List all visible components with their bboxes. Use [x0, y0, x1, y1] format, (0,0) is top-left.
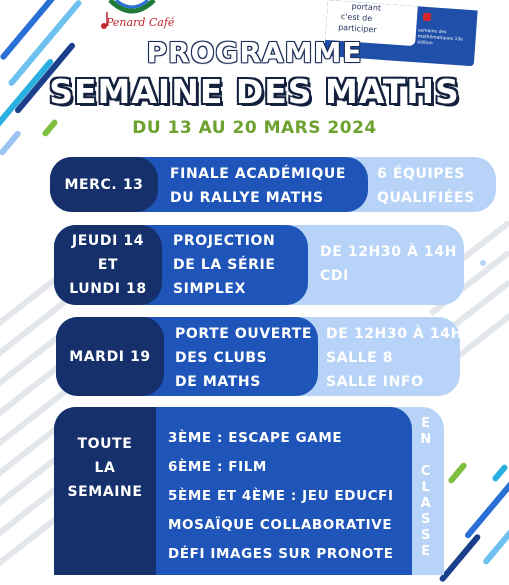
row-3-info-line: SALLE 8 [326, 350, 394, 366]
row-1-activity-line: FINALE ACADÉMIQUE [170, 166, 346, 182]
page-title: PROGRAMME [146, 36, 363, 69]
row-4-info [416, 416, 436, 572]
row-4-day [54, 432, 156, 504]
row-2-activity-line: SIMPLEX [173, 281, 246, 297]
row-3-activity-line: PORTE OUVERTE [175, 326, 313, 342]
row-3-info-line: SALLE INFO [326, 374, 424, 390]
row-2-day-line: LUNDI 18 [69, 281, 147, 297]
row-1-info [377, 162, 475, 210]
row-4-info-line: E N C L A S S E [420, 416, 432, 559]
row-4-activity-line: MOSAÏQUE COLLABORATIVE [168, 517, 393, 533]
poster-red-mark [423, 13, 432, 22]
row-1-activity-line: DU RALLYE MATHS [170, 190, 324, 206]
row-4-day-line: SEMAINE [67, 484, 143, 500]
poster-caption: semaine des mathématiques 13e édition [417, 28, 464, 47]
row-2-activity-line: DE LA SÉRIE [173, 257, 276, 273]
row-3-activity-line: DES CLUBS [175, 350, 268, 366]
row-3-activity-line: DE MATHS [175, 374, 261, 390]
row-4-activity [168, 424, 394, 569]
row-1-day-line: MERC. 13 [64, 177, 144, 193]
cafe-logo [92, 0, 175, 40]
poster-line-3: participer [337, 22, 377, 35]
row-2-activity [173, 229, 276, 301]
page-subtitle: SEMAINE DES MATHS [49, 72, 460, 111]
row-3-activity [175, 322, 312, 394]
row-2-day-line: ET [97, 257, 119, 273]
row-4-day-line: TOUTE [77, 436, 133, 452]
row-1-day [50, 173, 158, 197]
row-2-info-line: DE 12H30 À 14H [320, 244, 457, 260]
row-4-activity-line: 6ÈME : FILM [168, 459, 267, 475]
row-3-day-line: MARDI 19 [69, 349, 151, 365]
row-3-info-line: DE 12H30 À 14H [326, 326, 463, 342]
row-2-info [320, 240, 457, 288]
row-4-activity-line: DÉFI IMAGES SUR PRONOTE [168, 546, 394, 562]
row-2-activity-line: PROJECTION [173, 233, 276, 249]
row-3-day [56, 345, 164, 369]
logo-text: Penard Café [106, 16, 175, 29]
poster-line-1: portant [351, 1, 382, 13]
row-2-info-line: CDI [320, 268, 349, 284]
row-4-day-line: LA [94, 460, 116, 476]
row-1-info-line: QUALIFIÉES [377, 190, 475, 206]
row-3-info [326, 322, 463, 394]
row-4-activity-line: 3ÈME : ESCAPE GAME [168, 430, 343, 446]
row-1-info-line: 6 ÉQUIPES [377, 166, 465, 182]
row-4-activity-line: 5ÈME ET 4ÈME : JEU EDUCFI [168, 488, 394, 504]
poster-line-2: c'est de [340, 11, 373, 24]
row-2-day [54, 229, 162, 301]
row-2-day-line: JEUDI 14 [71, 233, 145, 249]
row-1-activity [170, 162, 346, 210]
date-range: DU 13 AU 20 MARS 2024 [132, 118, 377, 138]
